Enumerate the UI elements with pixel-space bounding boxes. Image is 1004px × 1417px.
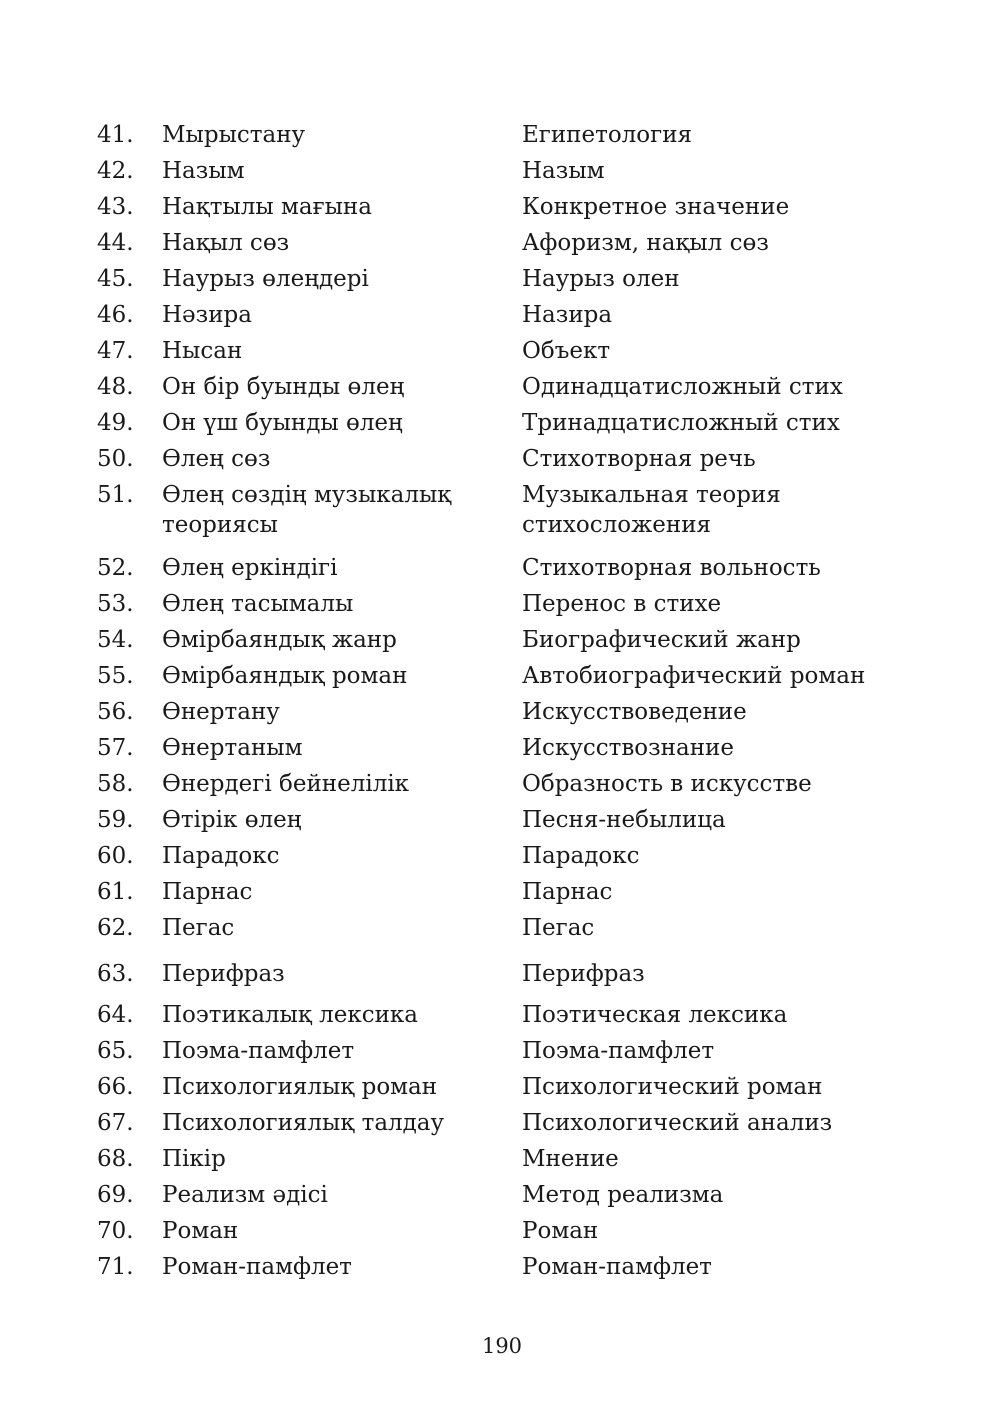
glossary-row — [97, 1144, 887, 1174]
glossary-row — [97, 1036, 887, 1066]
russian-term: Парадокс — [522, 843, 640, 869]
russian-term: Искусствоведение — [522, 699, 747, 725]
kazakh-term: Өлең тасымалы — [162, 591, 354, 617]
russian-term: Перифраз — [522, 961, 645, 987]
glossary-row — [97, 913, 887, 943]
glossary-row — [97, 336, 887, 366]
entry-number: 68. — [97, 1146, 134, 1172]
glossary-row — [97, 805, 887, 835]
russian-term: Психологический роман — [522, 1074, 823, 1100]
kazakh-term: Пікір — [162, 1146, 226, 1172]
russian-term: Психологический анализ — [522, 1110, 833, 1136]
kazakh-term: Нақыл сөз — [162, 230, 290, 256]
glossary-row — [97, 625, 887, 655]
kazakh-term: Өнертану — [162, 699, 280, 725]
kazakh-term: Реализм әдісі — [162, 1182, 328, 1208]
glossary-row — [97, 553, 887, 583]
russian-term: Биографический жанр — [522, 627, 801, 653]
kazakh-term: Он үш буынды өлең — [162, 410, 403, 436]
russian-term: Поэма-памфлет — [522, 1038, 715, 1064]
glossary-row — [97, 877, 887, 907]
kazakh-term: Парадокс — [162, 843, 280, 869]
entry-number: 50. — [97, 446, 134, 472]
glossary-row — [97, 841, 887, 871]
glossary-row — [97, 1000, 887, 1030]
glossary-row — [97, 264, 887, 294]
glossary-row — [97, 228, 887, 258]
glossary-row — [97, 733, 887, 763]
glossary-row — [97, 959, 887, 989]
kazakh-term: Он бір буынды өлең — [162, 374, 405, 400]
entry-number: 53. — [97, 591, 134, 617]
russian-term: Метод реализма — [522, 1182, 724, 1208]
glossary-row — [97, 589, 887, 619]
kazakh-term: Психологиялық талдау — [162, 1110, 445, 1136]
russian-term: Стихотворная речь — [522, 446, 756, 472]
glossary-row — [97, 444, 887, 474]
entry-number: 66. — [97, 1074, 134, 1100]
glossary-row — [97, 697, 887, 727]
kazakh-term: Психологиялық роман — [162, 1074, 438, 1100]
entry-number: 48. — [97, 374, 134, 400]
kazakh-term: Поэма-памфлет — [162, 1038, 355, 1064]
russian-term: Автобиографический роман — [522, 663, 866, 689]
entry-number: 70. — [97, 1218, 134, 1244]
kazakh-term: Мырыстану — [162, 122, 306, 148]
russian-term: Одинадцатисложный стих — [522, 374, 843, 400]
glossary-table — [97, 120, 887, 1288]
glossary-row — [97, 1252, 887, 1282]
glossary-row — [97, 1108, 887, 1138]
glossary-row — [97, 1216, 887, 1246]
kazakh-term: Өтірік өлең — [162, 807, 302, 833]
glossary-row — [97, 480, 887, 540]
glossary-row — [97, 1180, 887, 1210]
entry-number: 71. — [97, 1254, 134, 1280]
entry-number: 47. — [97, 338, 134, 364]
kazakh-term: Өмірбаяндық роман — [162, 663, 408, 689]
entry-number: 67. — [97, 1110, 134, 1136]
russian-term: Мнение — [522, 1146, 619, 1172]
kazakh-term: Өнердегі бейнелілік — [162, 771, 410, 797]
russian-term: Роман — [522, 1218, 599, 1244]
entry-number: 54. — [97, 627, 134, 653]
kazakh-term: Өлең еркіндігі — [162, 555, 338, 581]
entry-number: 56. — [97, 699, 134, 725]
glossary-row — [97, 769, 887, 799]
entry-number: 65. — [97, 1038, 134, 1064]
glossary-row — [97, 372, 887, 402]
russian-term: Искусствознание — [522, 735, 734, 761]
glossary-row — [97, 408, 887, 438]
entry-number: 61. — [97, 879, 134, 905]
entry-number: 41. — [97, 122, 134, 148]
kazakh-term: Нақтылы мағына — [162, 194, 372, 220]
glossary-row — [97, 1072, 887, 1102]
kazakh-term: Парнас — [162, 879, 253, 905]
glossary-row — [97, 156, 887, 186]
entry-number: 69. — [97, 1182, 134, 1208]
entry-number: 57. — [97, 735, 134, 761]
entry-number: 42. — [97, 158, 134, 184]
entry-number: 60. — [97, 843, 134, 869]
kazakh-term: Нысан — [162, 338, 243, 364]
entry-number: 52. — [97, 555, 134, 581]
russian-term: Пегас — [522, 915, 595, 941]
kazakh-term: Пегас — [162, 915, 235, 941]
russian-term: Роман-памфлет — [522, 1254, 712, 1280]
glossary-row — [97, 120, 887, 150]
russian-term: Назым — [522, 158, 605, 184]
entry-number: 62. — [97, 915, 134, 941]
russian-term: Тринадцатисложный стих — [522, 410, 840, 436]
glossary-row — [97, 661, 887, 691]
russian-term: Перенос в стихе — [522, 591, 722, 617]
russian-term: Музыкальная теория стихосложения — [522, 482, 781, 538]
kazakh-term: Өлең сөз — [162, 446, 271, 472]
russian-term: Египетология — [522, 122, 693, 148]
kazakh-term: Өлең сөздің музыкалық теориясы — [162, 482, 452, 538]
kazakh-term: Өмірбаяндық жанр — [162, 627, 397, 653]
russian-term: Стихотворная вольность — [522, 555, 821, 581]
kazakh-term: Нәзира — [162, 302, 252, 328]
entry-number: 44. — [97, 230, 134, 256]
entry-number: 45. — [97, 266, 134, 292]
glossary-row — [97, 192, 887, 222]
page-number: 190 — [481, 1334, 523, 1358]
entry-number: 46. — [97, 302, 134, 328]
entry-number: 49. — [97, 410, 134, 436]
russian-term: Афоризм, нақыл сөз — [522, 230, 769, 256]
russian-term: Наурыз олен — [522, 266, 680, 292]
russian-term: Объект — [522, 338, 611, 364]
kazakh-term: Поэтикалық лексика — [162, 1002, 418, 1028]
glossary-row — [97, 300, 887, 330]
entry-number: 55. — [97, 663, 134, 689]
entry-number: 63. — [97, 961, 134, 987]
kazakh-term: Перифраз — [162, 961, 285, 987]
kazakh-term: Роман-памфлет — [162, 1254, 352, 1280]
russian-term: Парнас — [522, 879, 613, 905]
entry-number: 59. — [97, 807, 134, 833]
entry-number: 43. — [97, 194, 134, 220]
russian-term: Образность в искусстве — [522, 771, 812, 797]
russian-term: Песня-небылица — [522, 807, 726, 833]
russian-term: Конкретное значение — [522, 194, 790, 220]
russian-term: Назира — [522, 302, 613, 328]
kazakh-term: Өнертаным — [162, 735, 303, 761]
kazakh-term: Роман — [162, 1218, 239, 1244]
kazakh-term: Наурыз өлеңдері — [162, 266, 369, 292]
entry-number: 64. — [97, 1002, 134, 1028]
russian-term: Поэтическая лексика — [522, 1002, 788, 1028]
entry-number: 51. — [97, 482, 134, 508]
kazakh-term: Назым — [162, 158, 245, 184]
entry-number: 58. — [97, 771, 134, 797]
